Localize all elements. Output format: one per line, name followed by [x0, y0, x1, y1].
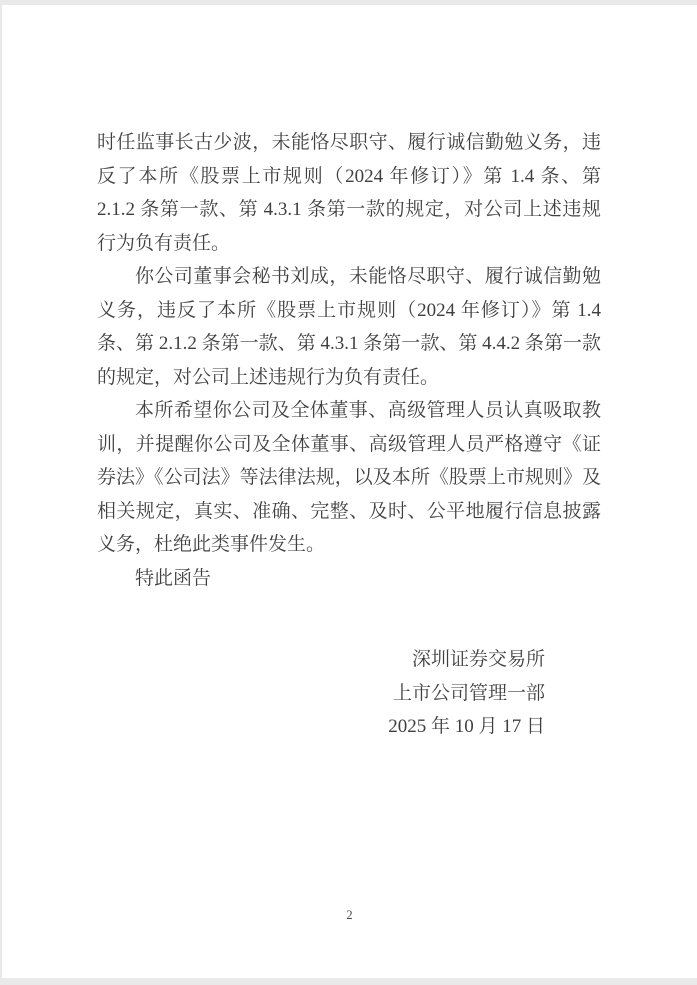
paragraph-continuation: 时任监事长古少波，未能恪尽职守、履行诚信勤勉义务，违反了本所《股票上市规则（2024 年修订）》第 1.4 条、第 2.1.2 条第一款、第 4.3.1 条第一款的规定，对公司上述违规行为负有责任。	[97, 132, 601, 254]
closing-phrase: 特此函告	[135, 567, 212, 589]
paragraph: 你公司董事会秘书刘成，未能恪尽职守、履行诚信勤勉义务，违反了本所《股票上市规则（2024 年修订）》第 1.4 条、第 2.1.2 条第一款、第 4.3.1 条第一款、第 4.4.2 条第一款的规定，对公司上述违规行为负有责任。	[97, 266, 601, 388]
page-number: 2	[346, 908, 353, 922]
signature-block	[97, 643, 601, 744]
document-page	[2, 5, 697, 978]
paragraph: 本所希望你公司及全体董事、高级管理人员认真吸取教训，并提醒你公司及全体董事、高级管理人员严格遵守《证券法》《公司法》等法律法规，以及本所《股票上市规则》及相关规定，真实、准确、完整、及时、公平地履行信息披露义务，杜绝此类事件发生。	[97, 400, 601, 555]
signature-department: 上市公司管理一部	[392, 682, 545, 704]
signature-organization: 深圳证券交易所	[411, 649, 545, 670]
letter-body	[97, 126, 601, 744]
signature-date: 2025 年 10 月 17 日	[388, 716, 545, 737]
